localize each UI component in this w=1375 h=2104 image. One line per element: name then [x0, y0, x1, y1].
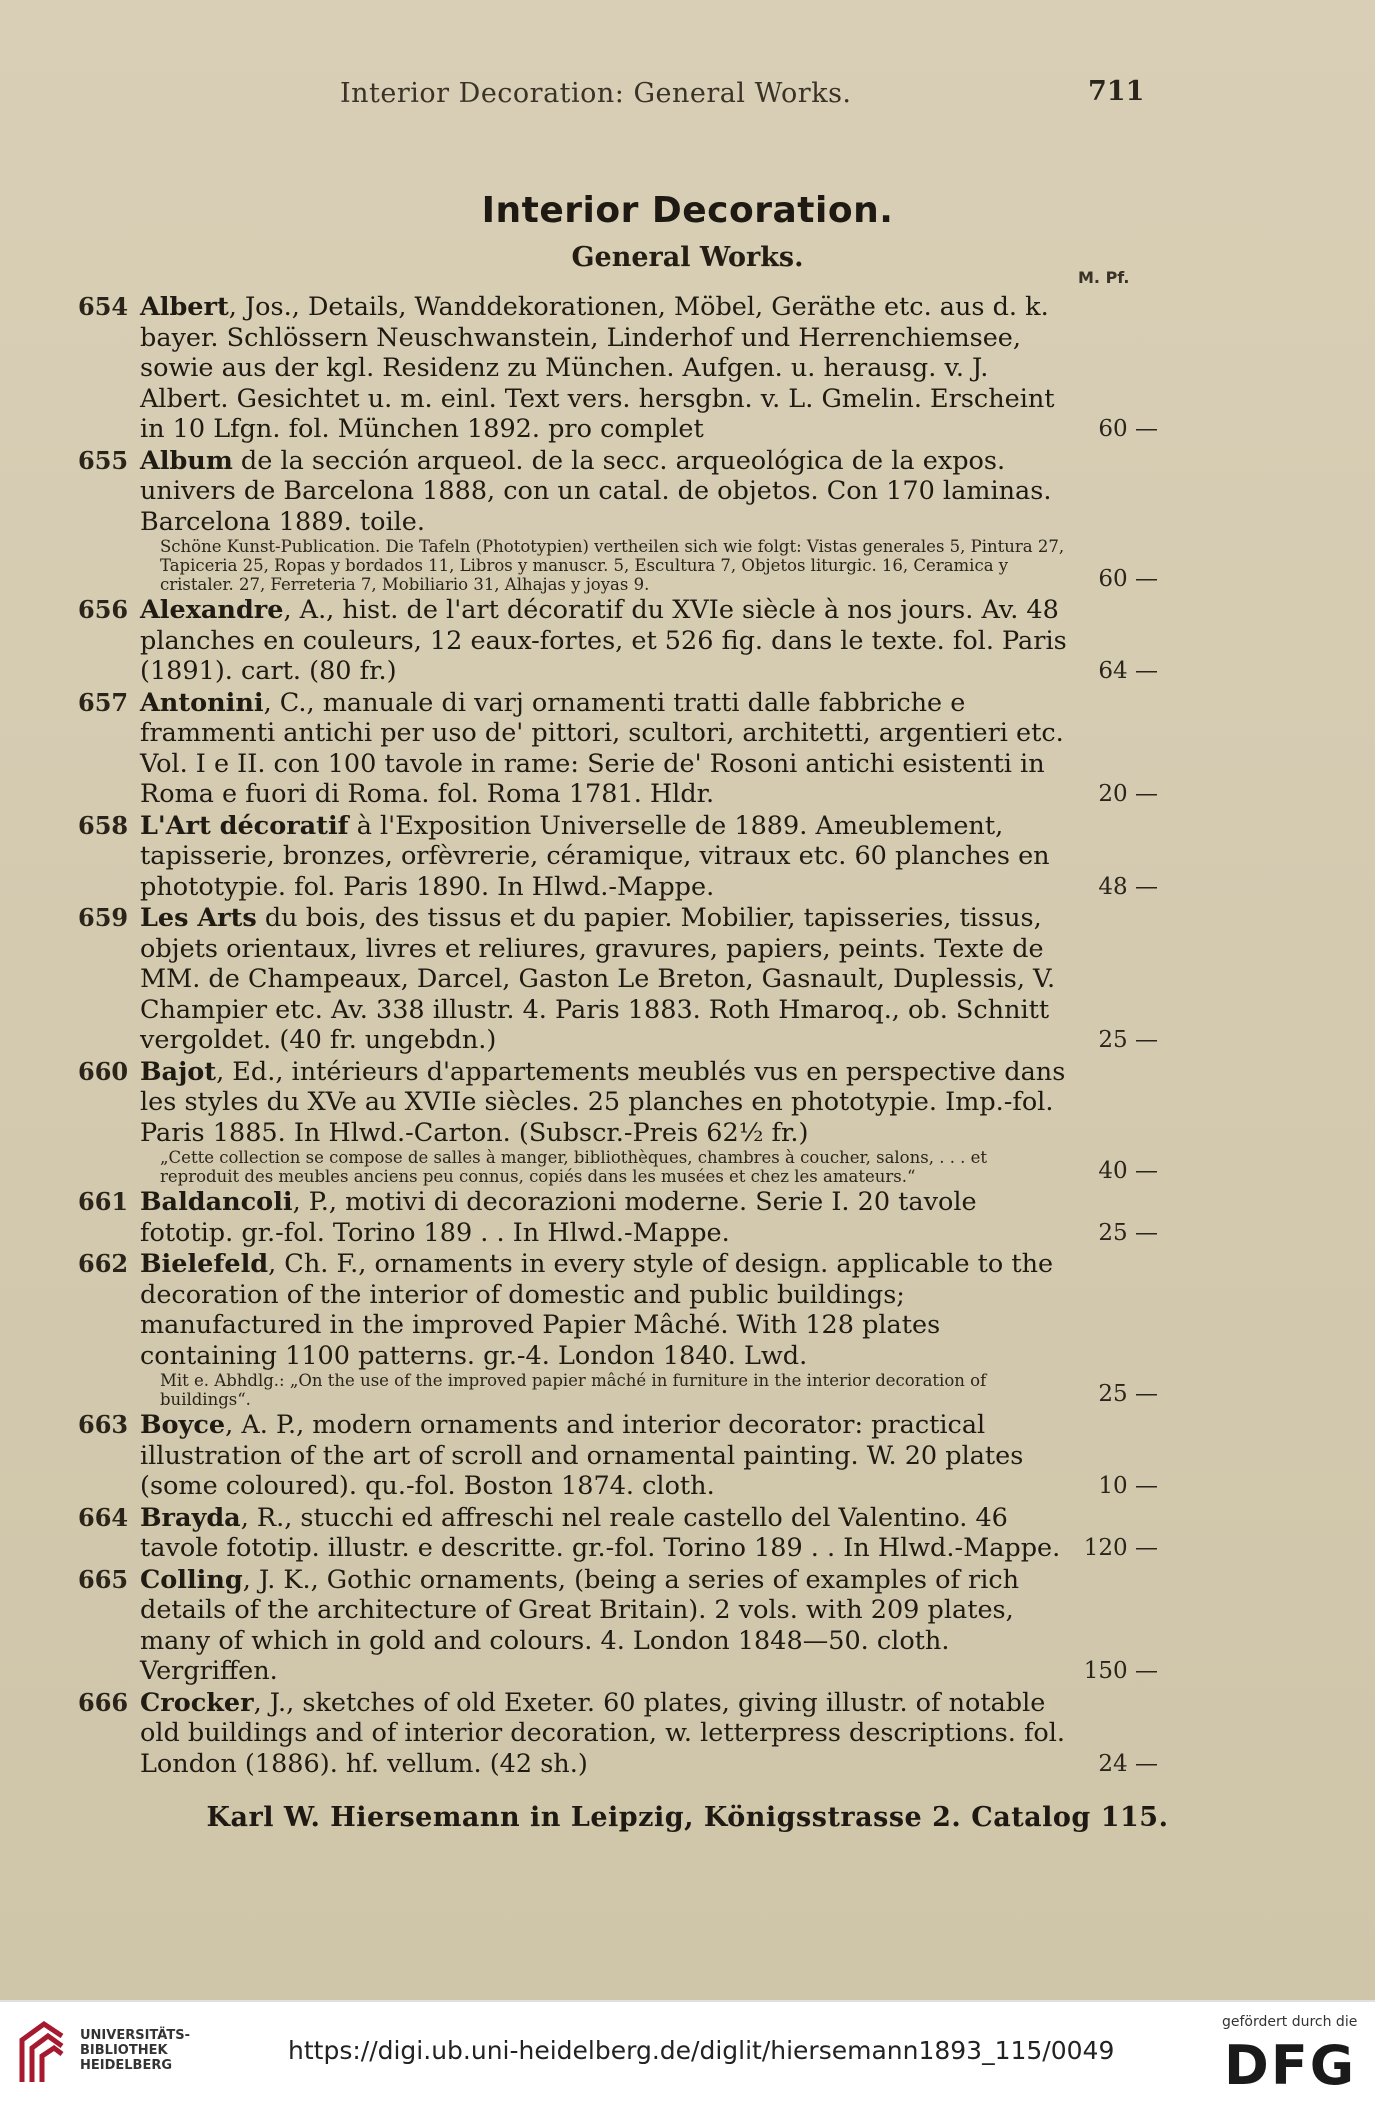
entry-number: 656 [78, 595, 129, 624]
catalog-entry [78, 1503, 1158, 1564]
document-url-link[interactable]: https://digi.ub.uni-heidelberg.de/diglit/hiersemann1893_115/0049 [288, 2036, 1115, 2065]
entry-author: Brayda [140, 1502, 241, 1533]
entry-description: , Ch. F., ornaments in every style of design. applicable to the decoration of the interior of domestic and public buildings; manufactured in the improved Papier Mâché. With 128 plates containing 1100 patterns. gr.-4. London 1840. Lwd. [140, 1249, 1054, 1371]
entry-author: L'Art décoratif [140, 810, 349, 841]
entry-price: 60 — [1098, 416, 1158, 442]
entry-author: Colling [140, 1564, 243, 1595]
entry-price: 25 — [1098, 1027, 1158, 1053]
entry-note: Schöne Kunst-Publication. Die Tafeln (Phototypien) vertheilen sich wie folgt: Vistas generales 5, Pintura 27, Tapiceria 25, Ropas y bordados 11, Libros y manuscr. 5, Escultura 7, Objetos liturgic. 16, Ceramica y cristaler. 27, Ferreteria 7, Mobiliario 31, Alhajas y joyas 9. [160, 537, 1065, 594]
dfg-logo[interactable]: DFG [1224, 2034, 1357, 2097]
library-name-line: UNIVERSITÄTS- [80, 2028, 190, 2043]
entry-number: 663 [78, 1410, 129, 1439]
entry-description: à l'Exposition Universelle de 1889. Ameublement, tapisserie, bronzes, orfèvrerie, céramique, vitraux etc. 60 planches en phototypie. fol. Paris 1890. In Hlwd.-Mappe. [140, 810, 1050, 902]
catalog-entry [78, 1410, 1158, 1502]
entry-description: , A. P., modern ornaments and interior decorator: practical illustration of the art of scroll and ornamental painting. W. 20 plates (some coloured). qu.-fol. Boston 1874. cloth. [140, 1410, 1024, 1501]
entry-description: de la sección arqueol. de la secc. arqueológica de la expos. univers de Barcelona 1888, con un catal. de objetos. Con 170 laminas. Barcelona 1889. toile. [140, 445, 1052, 537]
page-number: 711 [1088, 76, 1145, 107]
entry-number: 657 [78, 687, 129, 717]
section-title: Interior Decoration. [481, 190, 894, 231]
entry-price: 150 — [1083, 1658, 1158, 1684]
library-name-line: HEIDELBERG [80, 2058, 173, 2073]
entry-number: 665 [78, 1564, 129, 1594]
entry-price: 24 — [1098, 1750, 1158, 1777]
university-library-logo-icon[interactable] [14, 2018, 70, 2088]
entry-author: Bielefeld [140, 1249, 269, 1279]
catalog-entry [78, 1057, 1158, 1187]
publisher-footer: Karl W. Hiersemann in Leipzig, Königsstrasse 2. Catalog 115. [206, 1802, 1169, 1833]
entry-price: 20 — [1098, 781, 1158, 807]
entry-price: 120 — [1083, 1535, 1158, 1561]
catalog-entry [78, 595, 1158, 687]
entry-description: , P., motivi di decorazioni moderne. Serie I. 20 tavole fototip. gr.-fol. Torino 189 . . In Hlwd.-Mappe. [140, 1187, 977, 1248]
catalog-entry [78, 1187, 1158, 1248]
entry-description: , J., sketches of old Exeter. 60 plates, giving illustr. of notable old buildings and of interior decoration, w. letterpress descriptions. fol. London (1886). hf. vellum. (42 sh.) [140, 1687, 1065, 1779]
entry-description: , Jos., Details, Wanddekorationen, Möbel, Geräthe etc. aus d. k. bayer. Schlössern Neuschwanstein, Linderhof und Herrenchiemsee, sowie aus der kgl. Residenz zu München. Aufgen. u. herausg. v. J. Albert. Gesichtet u. m. einl. Text vers. hersgbn. v. L. Gmelin. Erscheint in 10 Lfgn. fol. München 1892. pro complet [140, 292, 1055, 444]
catalog-entry [78, 1249, 1158, 1409]
entry-price: 25 — [1098, 1380, 1158, 1407]
subsection-title: General Works. [571, 242, 804, 273]
library-name[interactable] [80, 2028, 190, 2073]
catalog-entry [78, 292, 1158, 445]
entry-author: Bajot [140, 1056, 217, 1087]
entry-author: Album [140, 445, 233, 476]
entry-number: 660 [78, 1056, 129, 1086]
entry-price: 25 — [1098, 1219, 1158, 1246]
viewer-bottom-bar [0, 2000, 1375, 2104]
entry-description: du bois, des tissus et du papier. Mobilier, tapisseries, tissus, objets orientaux, livres et reliures, gravures, papiers, peints. Texte de MM. de Champeaux, Darcel, Gaston Le Breton, Gasnault, Duplessis, V. Champier etc. Av. 338 illustr. 4. Paris 1883. Roth Hmaroq., ob. Schnitt vergoldet. (40 fr. ungebdn.) [140, 903, 1056, 1055]
entry-author: Boyce [140, 1410, 226, 1440]
entry-number: 654 [78, 292, 129, 321]
entry-number: 655 [78, 445, 129, 475]
entry-author: Baldancoli [140, 1187, 293, 1217]
catalog-entries [78, 292, 1158, 1780]
entry-note: „Cette collection se compose de salles à manger, bibliothèques, chambres à coucher, salons, . . . et reproduit des meubles anciens peu connus, copiés dans les musées et chez les amateurs.“ [160, 1148, 988, 1186]
entry-description: , J. K., Gothic ornaments, (being a series of examples of rich details of the architecture of Great Britain). 2 vols. with 209 plates, many of which in gold and colours. 4. London 1848—50. cloth. Vergriffen. [140, 1564, 1020, 1686]
library-name-line: BIBLIOTHEK [80, 2043, 168, 2058]
entry-note: Mit e. Abhdlg.: „On the use of the improved papier mâché in furniture in the interior decoration of buildings“. [160, 1371, 987, 1409]
entry-price: 10 — [1098, 1473, 1158, 1499]
entry-number: 659 [78, 903, 129, 932]
catalog-entry [78, 446, 1158, 595]
entry-number: 662 [78, 1249, 129, 1278]
entry-description: , C., manuale di varj ornamenti tratti dalle fabbriche e frammenti antichi per uso de' pittori, scultori, architetti, argentieri etc. Vol. I e II. con 100 tavole in rame: Serie de' Rosoni antichi esistenti in Roma e fuori di Roma. fol. Roma 1781. Hldr. [140, 687, 1064, 809]
entry-author: Alexandre [140, 595, 284, 625]
entry-description: , R., stucchi ed affreschi nel reale castello del Valentino. 46 tavole fototip. illustr. e descritte. gr.-fol. Torino 189 . . In Hlwd.-Mappe. [140, 1502, 1061, 1563]
entry-price: 48 — [1098, 873, 1158, 900]
entry-author: Antonini [140, 687, 264, 718]
entry-number: 666 [78, 1687, 129, 1717]
running-title: Interior Decoration: General Works. [340, 78, 852, 109]
entry-price: 60 — [1098, 565, 1158, 592]
entry-number: 664 [78, 1502, 129, 1532]
catalog-entry [78, 811, 1158, 903]
entry-number: 658 [78, 810, 129, 840]
entry-number: 661 [78, 1187, 129, 1216]
currency-column-label: M. Pf. [1078, 268, 1130, 287]
entry-price: 64 — [1098, 658, 1158, 684]
entry-author: Les Arts [140, 903, 257, 933]
catalog-entry [78, 688, 1158, 810]
catalog-entry [78, 1565, 1158, 1687]
catalog-entry [78, 903, 1158, 1056]
entry-price: 40 — [1098, 1157, 1158, 1184]
catalog-entry [78, 1688, 1158, 1780]
entry-description: , A., hist. de l'art décoratif du XVIe siècle à nos jours. Av. 48 planches en couleurs, 12 eaux-fortes, et 526 fig. dans le texte. fol. Paris (1891). cart. (80 fr.) [140, 595, 1067, 686]
sponsor-label: gefördert durch die [1222, 2014, 1358, 2030]
entry-description: , Ed., intérieurs d'appartements meublés vus en perspective dans les styles du XVe au XVIIe siècles. 25 planches en phototypie. Imp.-fol. Paris 1885. In Hlwd.-Carton. (Subscr.-Preis 62½ fr.) [140, 1056, 1066, 1148]
entry-author: Albert [140, 292, 229, 322]
entry-author: Crocker [140, 1687, 254, 1718]
